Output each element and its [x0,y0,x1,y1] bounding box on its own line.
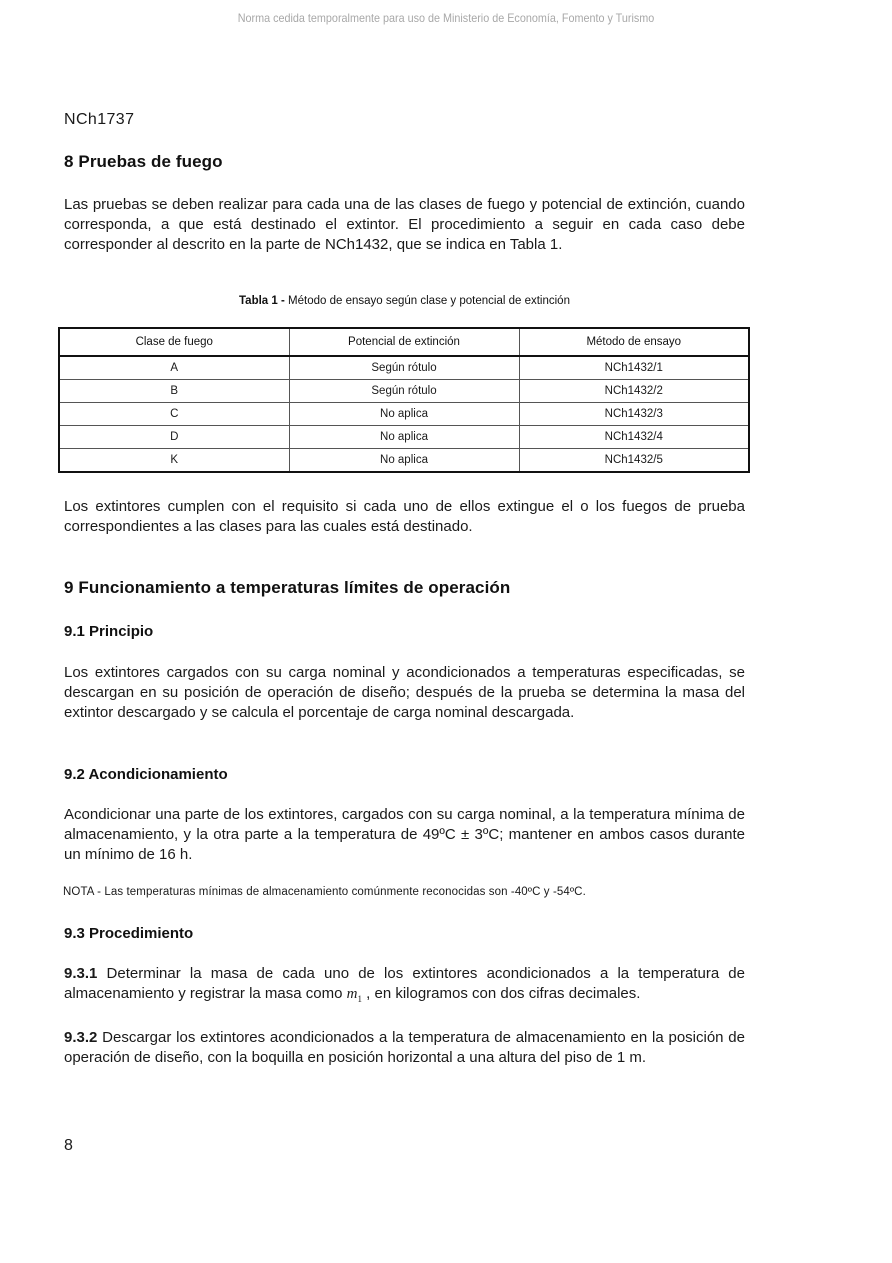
cell-fire-class: K [59,449,289,473]
cell-test-method: NCh1432/5 [519,449,749,473]
section-8-paragraph-1: Las pruebas se deben realizar para cada una de las clases de fuego y potencial de extinción, cuando corresponda, a que está destinado el extintor. El procedimiento a seguir en cada caso debe corresponder al descrito en la parte de NCh1432, que se indica en Tabla 1. [64,196,745,253]
cell-fire-class: B [59,380,289,403]
cell-fire-class: D [59,426,289,449]
mass-variable [347,986,362,1002]
section-9-3-title: 9.3 Procedimiento [64,925,194,942]
cell-fire-class: A [59,356,289,380]
cell-extinction-potential: No aplica [289,403,519,426]
cell-extinction-potential: Según rótulo [289,356,519,380]
section-8-paragraph-2: Los extintores cumplen con el requisito si cada uno de ellos extingue el o los fuegos de prueba correspondientes a las clases para las cuales está destinado. [64,498,745,535]
clause-9-3-1-text-after: , en kilogramos con dos cifras decimales. [361,985,641,1002]
table-header-row [59,328,749,356]
mass-variable-symbol: m [346,986,358,1002]
section-9-2-text: Acondicionar una parte de los extintores, cargados con su carga nominal, a la temperatura mínima de almacenamiento, y la otra parte a la temperatura de 49ºC ± 3ºC; mantener en ambos casos durante un mínimo de 16 h. [64,806,745,863]
table-row [59,380,749,403]
section-9-3-1-paragraph [64,964,745,1009]
table-caption-text: Método de ensayo según clase y potencial de extinción [288,295,570,307]
section-9-3-2-paragraph [64,1028,745,1068]
cell-test-method: NCh1432/1 [519,356,749,380]
cell-fire-class: C [59,403,289,426]
watermark: Norma cedida temporalmente para uso de Ministerio de Economía, Fomento y Turismo [237,11,655,25]
table-caption-label: Tabla 1 [239,295,278,307]
clause-9-3-2-text: Descargar los extintores acondicionados a la temperatura de almacenamiento en la posición de operación de diseño, con la boquilla en posición horizontal a una altura del piso de 1 m. [64,1029,745,1066]
table-caption-separator: - [277,295,289,307]
section-9-1-text: Los extintores cargados con su carga nominal y acondicionados a temperaturas especificadas, se descargan en su posición de operación de diseño; después de la prueba se determina la masa del extintor descargado y se calcula el porcentaje de carga nominal descargada. [64,664,745,721]
section-9-2-note: NOTA - Las temperaturas mínimas de almacenamiento comúnmente reconocidas son -40ºC y -54ºC. [63,886,586,898]
cell-extinction-potential: No aplica [289,449,519,473]
test-method-table [58,327,750,473]
table-1-caption [64,295,745,307]
mass-variable-subscript: 1 [357,994,362,1004]
cell-extinction-potential: No aplica [289,426,519,449]
cell-extinction-potential: Según rótulo [289,380,519,403]
section-9-2-title: 9.2 Acondicionamiento [64,766,228,783]
clause-9-3-1-text-before: Determinar la masa de cada uno de los extintores acondicionados a la temperatura de almacenamiento y registrar la masa como [64,965,745,1002]
clause-number-9-3-1: 9.3.1 [64,965,98,982]
cell-test-method: NCh1432/4 [519,426,749,449]
table-row [59,426,749,449]
section-9-title: 9 Funcionamiento a temperaturas límites de operación [64,578,511,597]
header-extinction-potential: Potencial de extinción [289,328,519,356]
table-row [59,403,749,426]
header-fire-class: Clase de fuego [59,328,289,356]
document-code: NCh1737 [64,111,135,128]
table-row [59,449,749,473]
cell-test-method: NCh1432/2 [519,380,749,403]
table-row [59,356,749,380]
cell-test-method: NCh1432/3 [519,403,749,426]
clause-number-9-3-2: 9.3.2 [64,1029,98,1046]
section-9-1-title: 9.1 Principio [64,623,154,640]
header-test-method: Método de ensayo [519,328,749,356]
page-number: 8 [64,1137,73,1154]
section-8-title: 8 Pruebas de fuego [64,152,223,171]
